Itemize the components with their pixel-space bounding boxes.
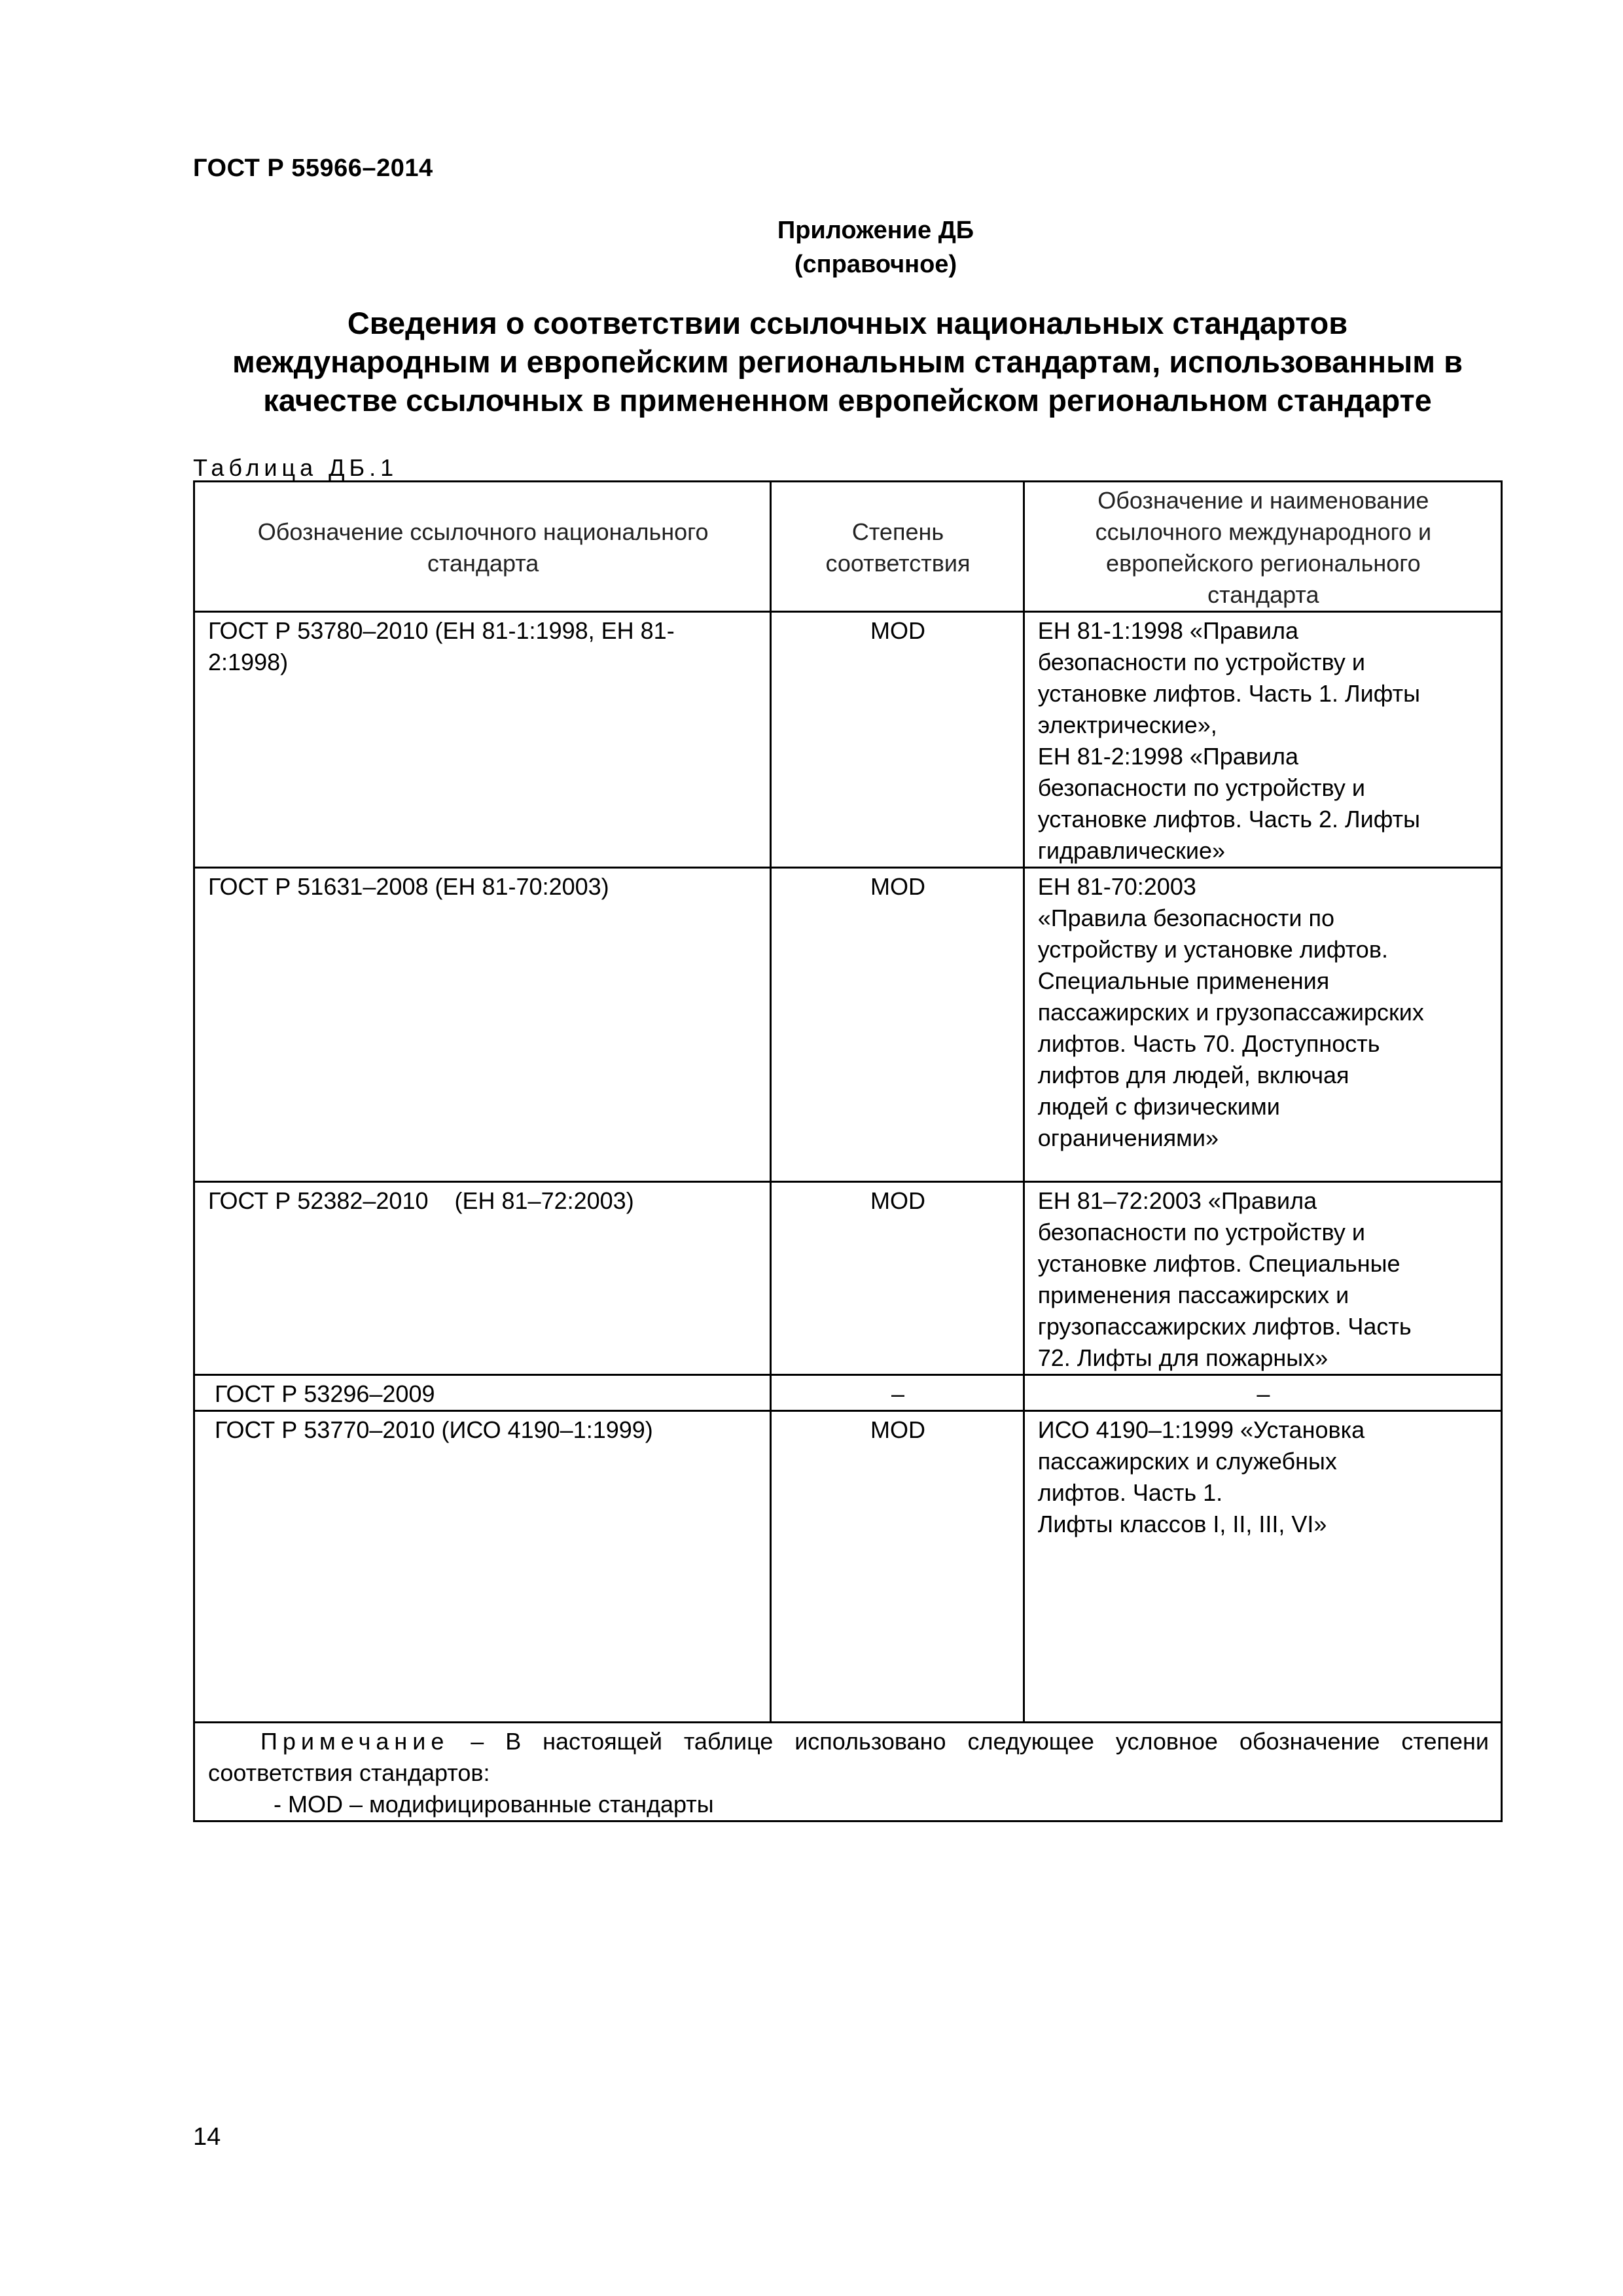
- document-code: ГОСТ Р 55966–2014: [193, 154, 433, 182]
- appendix-kind: (справочное): [794, 251, 957, 278]
- table-row: [194, 612, 1502, 868]
- reference-standard-cell: ЕН 81-1:1998 «Правила безопасности по устройству и установке лифтов. Часть 1. Лифты электрические», ЕН 81-2:1998 «Правила безопасности по устройству и установке лифтов. Часть 2. Лифты гидравлические»: [1024, 612, 1501, 868]
- degree-cell: MOD: [771, 1411, 1024, 1723]
- table-note-row: [194, 1723, 1502, 1821]
- reference-standard-cell: ИСО 4190–1:1999 «Установка пассажирских и служебных лифтов. Часть 1. Лифты классов I, II, III, VI»: [1024, 1411, 1501, 1723]
- page-number: 14: [193, 2123, 221, 2151]
- note-text: – В настоящей таблице использовано следующее условное обозначение степени соответствия стандартов:: [208, 1728, 1489, 1786]
- appendix-name: Приложение ДБ: [777, 217, 974, 244]
- degree-cell: MOD: [771, 612, 1024, 868]
- table-row: [194, 1375, 1502, 1411]
- table-row: [194, 1411, 1502, 1723]
- national-standard-cell: ГОСТ Р 52382–2010 (ЕН 81–72:2003): [194, 1182, 771, 1375]
- degree-cell: MOD: [771, 1182, 1024, 1375]
- degree-cell: MOD: [771, 868, 1024, 1182]
- national-standard-cell: ГОСТ Р 53770–2010 (ИСО 4190–1:1999): [194, 1411, 771, 1723]
- degree-cell: –: [771, 1375, 1024, 1411]
- national-standard-cell: ГОСТ Р 51631–2008 (ЕН 81-70:2003): [194, 868, 771, 1182]
- table-row: [194, 868, 1502, 1182]
- reference-standard-cell: ЕН 81-70:2003 «Правила безопасности по устройству и установке лифтов. Специальные применения пассажирских и грузопассажирских лифтов. Часть 70. Доступность лифтов для людей, включая людей с физическими ограничениями»: [1024, 868, 1501, 1182]
- column-header-degree: Степень соответствия: [771, 482, 1024, 612]
- note-item: - MOD – модифицированные стандарты: [274, 1791, 714, 1818]
- table-caption: Таблица ДБ.1: [193, 454, 399, 481]
- table-note: [194, 1723, 1502, 1821]
- table-row: [194, 1182, 1502, 1375]
- reference-standard-cell: ЕН 81–72:2003 «Правила безопасности по устройству и установке лифтов. Специальные применения пассажирских и грузопассажирских лифтов. Часть 72. Лифты для пожарных»: [1024, 1182, 1501, 1375]
- appendix-title: [193, 304, 1502, 420]
- national-standard-cell: ГОСТ Р 53296–2009: [194, 1375, 771, 1411]
- reference-standard-cell: –: [1024, 1375, 1501, 1411]
- title-line: международным и европейским региональным стандартам, использованным в: [232, 344, 1463, 379]
- table-header-row: [194, 482, 1502, 612]
- column-header-reference: Обозначение и наименование ссылочного международного и европейского регионального стандарта: [1024, 482, 1501, 612]
- column-header-national: Обозначение ссылочного национального стандарта: [194, 482, 771, 612]
- correspondence-table: [193, 480, 1503, 1822]
- title-line: качестве ссылочных в примененном европейском региональном стандарте: [263, 383, 1432, 418]
- national-standard-cell: ГОСТ Р 53780–2010 (ЕН 81-1:1998, ЕН 81- 2:1998): [194, 612, 771, 868]
- title-line: Сведения о соответствии ссылочных национальных стандартов: [347, 306, 1348, 340]
- note-label: Примечание: [260, 1728, 450, 1755]
